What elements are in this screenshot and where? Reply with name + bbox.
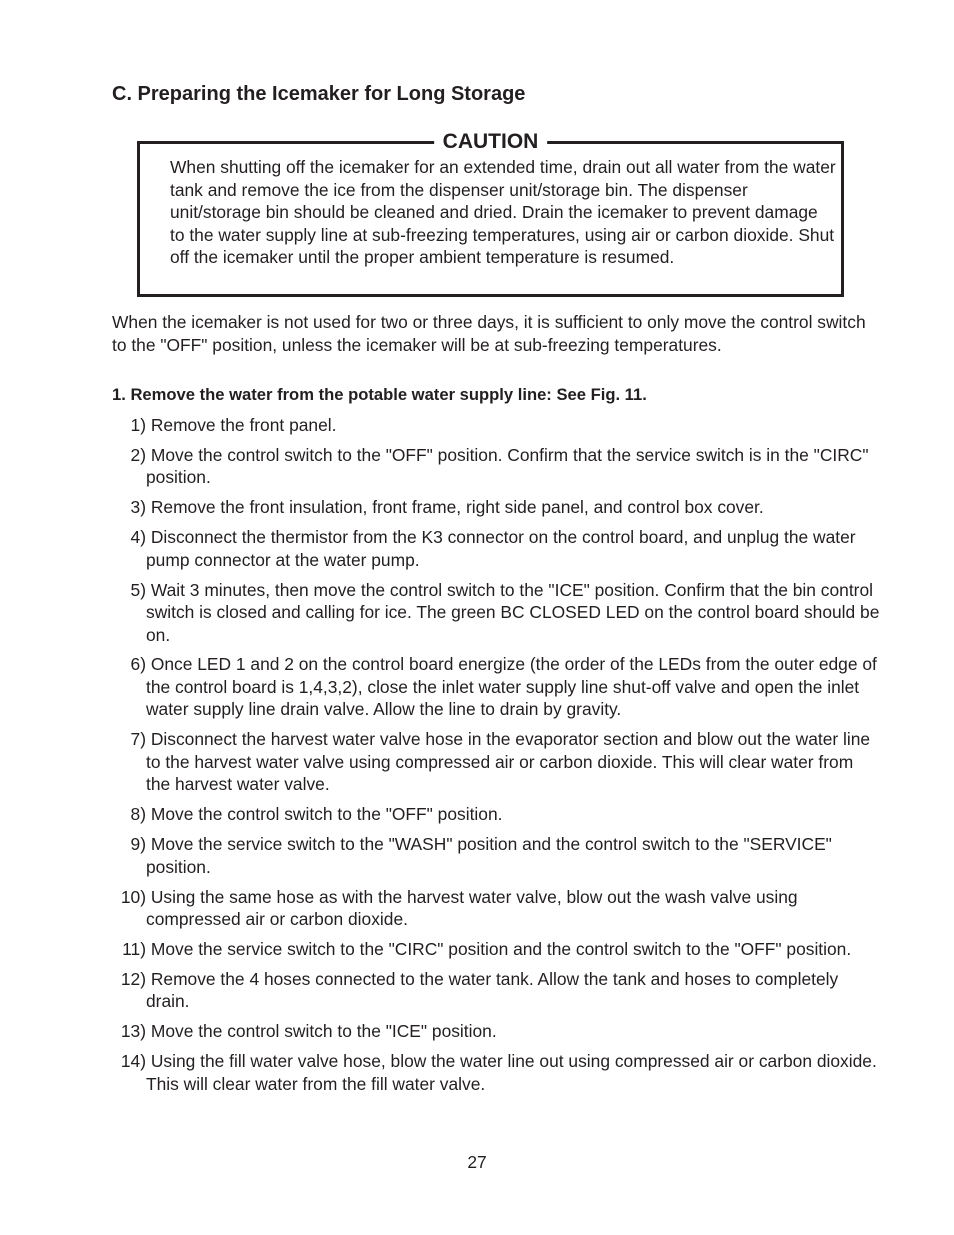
caution-text: When shutting off the icemaker for an extended time, drain out all water from the water tank and remove the ice from the dispenser unit/storage bin. The dispenser unit/storage bin should be cleaned and dried. Drain the icemaker to prevent damage to the water supply line at sub-freezing temperatures, using air or carbon dioxide. Shut off the icemaker until the proper ambient temperature is resumed. bbox=[170, 157, 836, 267]
step-item bbox=[112, 803, 882, 826]
step-number: 14) bbox=[120, 1051, 146, 1072]
step-text: Move the service switch to the "CIRC" position and the control switch to the "OFF" position. bbox=[150, 938, 852, 959]
step-number: 4) bbox=[130, 527, 146, 548]
step-item bbox=[112, 968, 882, 1013]
step-number: 5) bbox=[130, 579, 146, 600]
step-number: 2) bbox=[130, 444, 146, 465]
step-text: Disconnect the harvest water valve hose in the evaporator section and blow out the water line to the harvest water valve using compressed air or carbon dioxide. This will clear water from the harvest water valve. bbox=[146, 729, 871, 795]
step-number: 6) bbox=[130, 654, 146, 675]
step-number: 12) bbox=[120, 968, 146, 989]
step-item bbox=[112, 444, 882, 489]
step-text: Once LED 1 and 2 on the control board energize (the order of the LEDs from the outer edge of the control board is 1,4,3,2), close the inlet water supply line shut-off valve and open the inlet water supply line drain valve. Allow the line to drain by gravity. bbox=[146, 654, 877, 720]
step-text: Remove the front insulation, front frame, right side panel, and control box cover. bbox=[150, 497, 764, 518]
step-item bbox=[112, 1050, 882, 1095]
intro-paragraph: When the icemaker is not used for two or three days, it is sufficient to only move the control switch to the "OFF" position, unless the icemaker will be at sub-freezing temperatures. bbox=[112, 312, 866, 355]
step-text: Using the fill water valve hose, blow the water line out using compressed air or carbon dioxide. This will clear water from the fill water valve. bbox=[146, 1051, 877, 1094]
step-item bbox=[112, 886, 882, 931]
step-item bbox=[112, 1020, 882, 1043]
step-item bbox=[112, 579, 882, 647]
section-title: C. Preparing the Icemaker for Long Storage bbox=[112, 83, 526, 105]
page-number: 27 bbox=[467, 1152, 487, 1172]
step-item bbox=[112, 414, 882, 437]
step-number: 8) bbox=[130, 804, 146, 825]
step-item bbox=[112, 728, 882, 796]
step-text: Wait 3 minutes, then move the control switch to the "ICE" position. Confirm that the bin control switch is closed and calling for ice. The green BC CLOSED LED on the control board should be on. bbox=[146, 579, 880, 645]
step-number: 3) bbox=[130, 497, 146, 518]
step-number: 7) bbox=[130, 729, 146, 750]
step-number: 11) bbox=[122, 938, 146, 959]
subsection-title: 1. Remove the water from the potable water supply line: See Fig. 11. bbox=[112, 385, 647, 404]
step-text: Disconnect the thermistor from the K3 connector on the control board, and unplug the water pump connector at the water pump. bbox=[146, 527, 856, 570]
step-list bbox=[112, 414, 882, 1102]
step-text: Move the control switch to the "OFF" position. bbox=[150, 804, 503, 825]
step-text: Move the control switch to the "ICE" position. bbox=[150, 1021, 497, 1042]
step-number: 10) bbox=[120, 886, 146, 907]
step-item bbox=[112, 653, 882, 721]
step-number: 1) bbox=[130, 415, 146, 435]
step-item bbox=[112, 938, 882, 961]
step-item bbox=[112, 833, 882, 878]
step-text: Remove the 4 hoses connected to the water tank. Allow the tank and hoses to completely drain. bbox=[146, 968, 839, 1012]
step-number: 13) bbox=[120, 1021, 146, 1042]
step-item bbox=[112, 526, 882, 571]
caution-box bbox=[137, 130, 844, 297]
step-text: Move the control switch to the "OFF" position. Confirm that the service switch is in the "CIRC" position. bbox=[146, 444, 869, 488]
step-text: Using the same hose as with the harvest water valve, blow out the wash valve using compressed air or carbon dioxide. bbox=[146, 886, 798, 930]
step-item bbox=[112, 496, 882, 519]
caution-label: CAUTION bbox=[434, 129, 548, 155]
step-text: Remove the front panel. bbox=[150, 415, 337, 435]
step-text: Move the service switch to the "WASH" position and the control switch to the "SERVICE" position. bbox=[146, 834, 832, 877]
step-number: 9) bbox=[130, 834, 146, 855]
